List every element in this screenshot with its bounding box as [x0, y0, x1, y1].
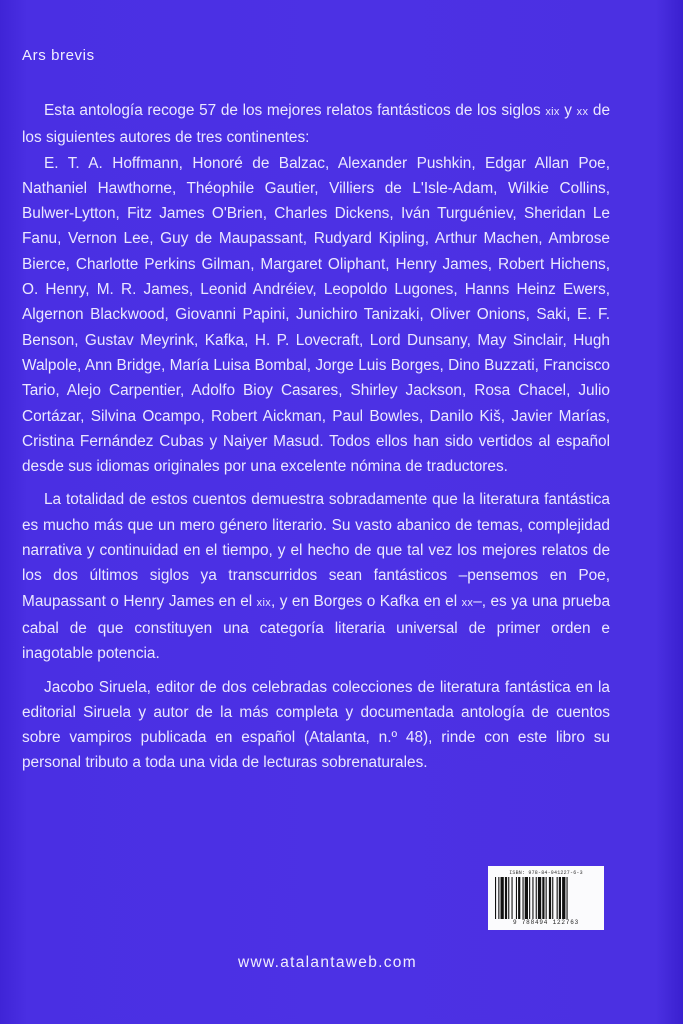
century-xx: xx: [576, 106, 589, 118]
p2-century-xix: xix: [256, 596, 272, 609]
isbn-barcode: [488, 866, 604, 930]
blurb-paragraph-intro: [22, 98, 610, 151]
isbn-label: ISBN: 978-84-941227-6-3: [509, 870, 583, 876]
barcode-icon: [493, 877, 599, 919]
author-list: E. T. A. Hoffmann, Honoré de Balzac, Alexander Pushkin, Edgar Allan Poe, Nathaniel Hawthorne, Théophile Gautier, Villiers de L'Isle-Adam, Wilkie Collins, Bulwer-Lytton, Fitz James O'Brien, Charles Dickens, Iván Turguéniev, Sheridan Le Fanu, Vernon Lee, Guy de Maupassant, Rudyard Kipling, Arthur Machen, Ambrose Bierce, Charlotte Perkins Gilman, Margaret Oliphant, Henry James, Robert Hichens, O. Henry, M. R. James, Leonid Andréiev, Leopoldo Lugones, Hanns Heinz Ewers, Algernon Blackwood, Giovanni Papini, Junichiro Tanizaki, Oliver Onions, Saki, E. F. Benson, Gustav Meyrink, Kafka, H. P. Lovecraft, Lord Dunsany, May Sinclair, Hugh Walpole, Ann Bridge, María Luisa Bombal, Jorge Luis Borges, Dino Buzzati, Francisco Tario, Alejo Carpentier, Adolfo Bioy Casares, Shirley Jackson, Rosa Chacel, Julio Cortázar, Silvina Ocampo, Robert Aickman, Paul Bowles, Danilo Kiš, Javier Marías, Cristina Fernández Cubas y Naiyer Masud. Todos ellos han sido vertidos al español desde sus idiomas originales por una excelente nómina de traductores.: [22, 154, 610, 476]
p2-text: La totalidad de estos cuentos demuestra sobradamente que la literatura fantástica es mucho más que un mero género literario. Su vasto abanico de temas, complejidad narrativa y continuidad en el tiempo, y el hecho de que tal vez los mejores relatos de los dos últimos siglos ya transcurridos sean fantásticos –pensemos en Poe, Maupassant o Henry James en el: [22, 491, 610, 610]
p2-text-mid: , y en Borges o Kafka en el: [271, 592, 462, 610]
barcode-number: 9 788494 122763: [512, 919, 579, 926]
p2-century-xx: xx: [461, 596, 474, 609]
p2-text-end: –, es ya una prueba cabal de que constituyen una categoría literaria universal de primer orden e inagotable potencia.: [22, 592, 610, 663]
publisher-website: www.atalantaweb.com: [238, 954, 417, 971]
blurb-paragraph-3: Jacobo Siruela, editor de dos celebradas colecciones de literatura fantástica en la editorial Siruela y autor de la más completa y documentada antología de cuentos sobre vampiros publicada en español (Atalanta, n.º 48), rinde con este libro su personal tributo a toda una vida de lecturas sobrenaturales.: [22, 678, 610, 772]
blurb: [22, 98, 610, 776]
collection-name: Ars brevis: [22, 47, 95, 64]
intro-conjunction: y: [559, 102, 577, 119]
blurb-paragraph-2: [22, 487, 610, 666]
intro-text-end: de los siguientes autores de tres continentes:: [22, 102, 610, 147]
intro-text: Esta antología recoge 57 de los mejores relatos fantásticos de los siglos: [44, 102, 546, 119]
century-xix: xix: [545, 106, 560, 118]
